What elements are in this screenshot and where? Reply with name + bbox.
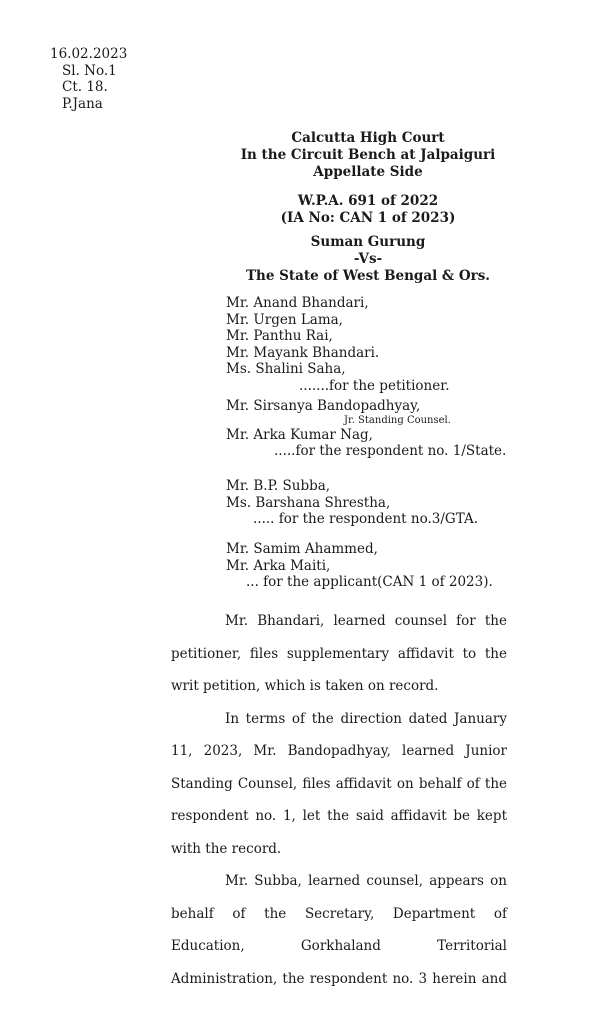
side-name: Appellate Side bbox=[313, 164, 423, 180]
respondent-name: The State of West Bengal & Ors. bbox=[246, 268, 490, 284]
order-body bbox=[171, 605, 507, 995]
order-paragraph: Mr. Bhandari, learned counsel for the petitioner, files supplementary affidavit to the writ petition, which is taken on record. bbox=[171, 613, 507, 694]
counsel-name: Mr. B.P. Subba, bbox=[226, 478, 331, 494]
court-number: Ct. 18. bbox=[62, 79, 108, 95]
petitioner-name: Suman Gurung bbox=[310, 234, 426, 250]
order-paragraph: In terms of the direction dated January 11, 2023, Mr. Bandopadhyay, learned Junior Standing Counsel, files affidavit on behalf of the respondent no. 1, let the said affidavit be kept with the record. bbox=[171, 710, 507, 857]
counsel-designation: Jr. Standing Counsel. bbox=[344, 414, 451, 426]
order-date: 16.02.2023 bbox=[50, 46, 128, 62]
counsel-name: Mr. Anand Bhandari, bbox=[226, 295, 369, 311]
appearing-for: .......for the petitioner. bbox=[299, 377, 450, 394]
serial-number: Sl. No.1 bbox=[62, 62, 117, 79]
counsel-group-petitioner bbox=[226, 295, 450, 394]
counsel-name: Mr. Panthu Rai, bbox=[226, 328, 333, 344]
counsel-name: Ms. Shalini Saha, bbox=[226, 361, 346, 377]
parties-heading bbox=[230, 234, 506, 285]
counsel-name: Mr. Sirsanya Bandopadhyay, bbox=[226, 398, 421, 414]
bench-name: In the Circuit Bench at Jalpaiguri bbox=[240, 147, 496, 163]
counsel-name: Ms. Barshana Shrestha, bbox=[226, 494, 391, 511]
counsel-group-applicant bbox=[226, 541, 493, 591]
case-number: W.P.A. 691 of 2022 bbox=[297, 193, 439, 209]
counsel-group-gta bbox=[226, 478, 478, 528]
counsel-name: Mr. Samim Ahammed, bbox=[226, 541, 378, 557]
counsel-name: Mr. Arka Kumar Nag, bbox=[226, 426, 373, 443]
case-heading bbox=[230, 193, 506, 227]
appearing-for: ..... for the respondent no.3/GTA. bbox=[253, 511, 478, 527]
ia-number: (IA No: CAN 1 of 2023) bbox=[280, 210, 456, 226]
appearing-for: ... for the applicant(CAN 1 of 2023). bbox=[246, 574, 493, 590]
versus-label: -Vs- bbox=[353, 251, 383, 267]
clerk-initials: P.Jana bbox=[62, 95, 103, 112]
order-paragraph: Mr. Subba, learned counsel, appears on behalf of the Secretary, Department of Education, Gorkhaland Territorial Administration, the respondent no. 3 herein and bbox=[171, 873, 507, 987]
appearing-for: .....for the respondent no. 1/State. bbox=[274, 443, 507, 459]
counsel-group-state bbox=[226, 398, 506, 460]
counsel-name: Mr. Urgen Lama, bbox=[226, 311, 343, 328]
counsel-name: Mr. Arka Maiti, bbox=[226, 557, 331, 574]
court-heading bbox=[230, 130, 506, 181]
counsel-name: Mr. Mayank Bhandari. bbox=[226, 344, 380, 361]
court-name: Calcutta High Court bbox=[291, 130, 445, 146]
order-header-meta bbox=[50, 46, 127, 112]
